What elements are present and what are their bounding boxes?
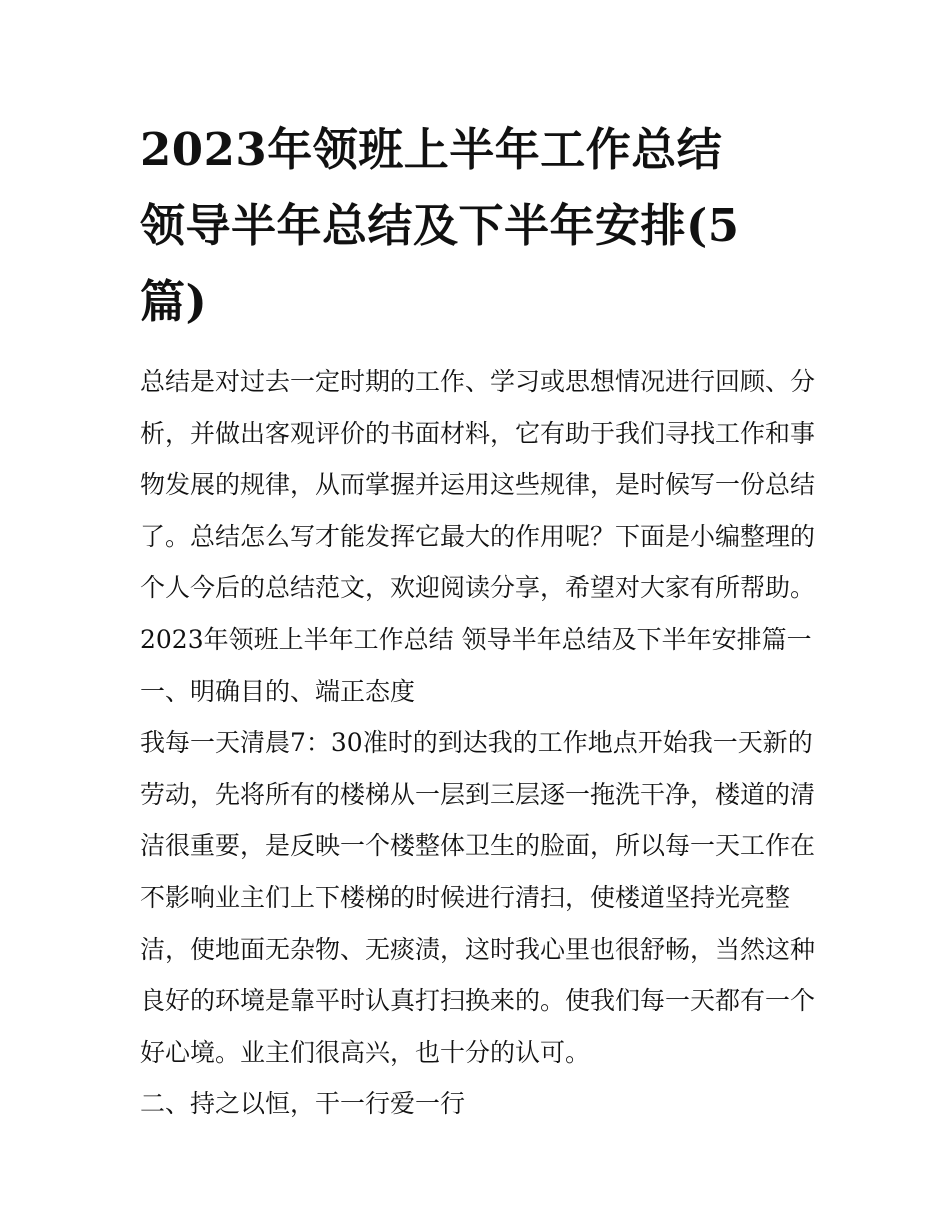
section-heading: 2023年领班上半年工作总结 领导半年总结及下半年安排篇一: [140, 624, 812, 654]
title-line: 领导半年总结及下半年安排(5: [140, 199, 740, 252]
body-line: 个人今后的总结范文，欢迎阅读分享，希望对大家有所帮助。: [140, 573, 816, 603]
title-line: 2023年领班上半年工作总结: [140, 123, 723, 176]
body-line: 洁很重要，是反映一个楼整体卫生的脸面，所以每一天工作在: [140, 831, 816, 861]
document-title: [140, 112, 820, 340]
body-line: 总结是对过去一定时期的工作、学习或思想情况进行回顾、分: [140, 367, 816, 396]
body-line: 好心境。业主们很高兴，也十分的认可。: [140, 1037, 591, 1067]
subsection-heading: 二、持之以恒，干一行爱一行: [140, 1089, 466, 1119]
body-line: 洁，使地面无杂物、无痰渍，这时我心里也很舒畅，当然这种: [140, 934, 816, 964]
body-line: 劳动，先将所有的楼梯从一层到三层逐一拖洗干净，楼道的清: [140, 779, 816, 809]
body-line: 良好的环境是靠平时认真打扫换来的。使我们每一天都有一个: [140, 986, 816, 1016]
body-line: 了。总结怎么写才能发挥它最大的作用呢？下面是小编整理的: [140, 521, 816, 551]
subsection-heading: 一、明确目的、端正态度: [140, 676, 416, 706]
body-line: 析，并做出客观评价的书面材料，它有助于我们寻找工作和事: [140, 418, 816, 448]
title-line: 篇): [140, 275, 208, 328]
body-line: 我每一天清晨7：30准时的到达我的工作地点开始我一天新的: [140, 728, 813, 758]
body-line: 不影响业主们上下楼梯的时候进行清扫，使楼道坚持光亮整: [140, 882, 791, 912]
document-body: [140, 356, 820, 1130]
body-line: 物发展的规律，从而掌握并运用这些规律，是时候写一份总结: [140, 470, 816, 500]
